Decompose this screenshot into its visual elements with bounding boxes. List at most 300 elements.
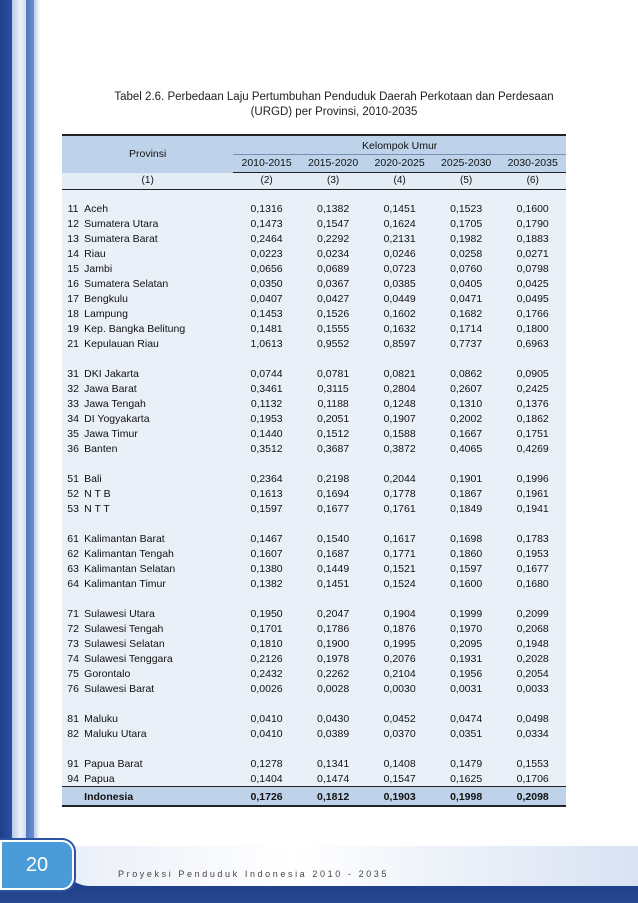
column-number: (2): [233, 173, 300, 190]
urgd-value: 0,0821: [366, 366, 433, 381]
province-name: DI Yogyakarta: [84, 411, 233, 426]
urgd-value: 0,1694: [300, 486, 367, 501]
caption-line-2: (URGD) per Provinsi, 2010-2035: [250, 106, 418, 118]
province-name: Sulawesi Utara: [84, 606, 233, 621]
urgd-value: 0,3115: [300, 381, 367, 396]
total-label: Indonesia: [84, 787, 233, 807]
table-row: [62, 441, 566, 456]
province-name: Kalimantan Barat: [84, 531, 233, 546]
province-name: Jawa Barat: [84, 381, 233, 396]
province-code: 72: [62, 621, 84, 636]
province-name: Sulawesi Barat: [84, 681, 233, 696]
urgd-value: 0,1941: [499, 501, 566, 516]
table-row: [62, 531, 566, 546]
province-name: Jawa Tengah: [84, 396, 233, 411]
table-caption: [70, 90, 598, 120]
province-code: 94: [62, 771, 84, 787]
urgd-value: 0,2095: [433, 636, 500, 651]
table-row: [62, 546, 566, 561]
urgd-value: 0,1404: [233, 771, 300, 787]
urgd-value: 0,1316: [233, 190, 300, 217]
urgd-value: 0,1931: [433, 651, 500, 666]
urgd-value: 0,2364: [233, 471, 300, 486]
table-row: [62, 471, 566, 486]
urgd-value: 0,1900: [300, 636, 367, 651]
province-code: 36: [62, 441, 84, 456]
urgd-value: 0,2464: [233, 231, 300, 246]
urgd-value: 0,1948: [499, 636, 566, 651]
urgd-value: 0,0862: [433, 366, 500, 381]
urgd-value: 0,0223: [233, 246, 300, 261]
period-header: 2015-2020: [300, 155, 367, 173]
urgd-value: 0,1553: [499, 756, 566, 771]
left-band-highlight: [12, 0, 26, 903]
urgd-value: 0,0471: [433, 291, 500, 306]
urgd-value: 0,1453: [233, 306, 300, 321]
province-code: 31: [62, 366, 84, 381]
urgd-value: 0,1682: [433, 306, 500, 321]
urgd-value: 0,0495: [499, 291, 566, 306]
urgd-value: 0,0744: [233, 366, 300, 381]
province-code: 32: [62, 381, 84, 396]
period-header: 2010-2015: [233, 155, 300, 173]
urgd-value: 0,0234: [300, 246, 367, 261]
urgd-value: 0,2425: [499, 381, 566, 396]
table-row: [62, 261, 566, 276]
province-name: Kalimantan Timur: [84, 576, 233, 591]
urgd-value: 0,1473: [233, 216, 300, 231]
total-value: 0,1812: [300, 787, 367, 807]
urgd-value: 0,8597: [366, 336, 433, 351]
province-code: 35: [62, 426, 84, 441]
province-code: 71: [62, 606, 84, 621]
group-spacer: [62, 696, 566, 711]
province-name: Sumatera Utara: [84, 216, 233, 231]
province-name: Bali: [84, 471, 233, 486]
province-code: 76: [62, 681, 84, 696]
province-name: Sulawesi Tenggara: [84, 651, 233, 666]
urgd-value: 0,1862: [499, 411, 566, 426]
urgd-value: 0,1867: [433, 486, 500, 501]
footer-wave: [60, 846, 638, 886]
urgd-value: 0,1380: [233, 561, 300, 576]
urgd-value: 0,1512: [300, 426, 367, 441]
urgd-value: 0,1540: [300, 531, 367, 546]
urgd-value: 0,0033: [499, 681, 566, 696]
province-code: 34: [62, 411, 84, 426]
urgd-value: 0,0351: [433, 726, 500, 741]
urgd-value: 0,0389: [300, 726, 367, 741]
urgd-value: 0,1382: [300, 190, 367, 217]
urgd-value: 0,2262: [300, 666, 367, 681]
table-row: [62, 321, 566, 336]
province-code: 17: [62, 291, 84, 306]
urgd-value: 0,1714: [433, 321, 500, 336]
urgd-value: 0,1761: [366, 501, 433, 516]
urgd-table: [62, 134, 566, 807]
province-name: Maluku: [84, 711, 233, 726]
urgd-value: 0,1766: [499, 306, 566, 321]
urgd-value: 0,2099: [499, 606, 566, 621]
period-header: 2020-2025: [366, 155, 433, 173]
urgd-value: 0,0405: [433, 276, 500, 291]
left-band-edge: [34, 0, 40, 903]
urgd-value: 0,1680: [499, 576, 566, 591]
province-name: Kep. Bangka Belitung: [84, 321, 233, 336]
urgd-value: 0,0498: [499, 711, 566, 726]
urgd-value: 0,1376: [499, 396, 566, 411]
province-code: 13: [62, 231, 84, 246]
urgd-value: 0,9552: [300, 336, 367, 351]
province-name: Sumatera Selatan: [84, 276, 233, 291]
province-name: Kepulauan Riau: [84, 336, 233, 351]
province-name: N T B: [84, 486, 233, 501]
group-spacer: [62, 456, 566, 471]
urgd-value: 0,1786: [300, 621, 367, 636]
table-row: [62, 486, 566, 501]
urgd-value: 0,1449: [300, 561, 367, 576]
urgd-value: 0,1597: [233, 501, 300, 516]
urgd-value: 0,0350: [233, 276, 300, 291]
province-name: Sumatera Barat: [84, 231, 233, 246]
province-name: Jambi: [84, 261, 233, 276]
urgd-value: 0,0410: [233, 726, 300, 741]
urgd-value: 0,0449: [366, 291, 433, 306]
urgd-value: 0,1521: [366, 561, 433, 576]
urgd-value: 0,2131: [366, 231, 433, 246]
urgd-value: 0,0370: [366, 726, 433, 741]
urgd-value: 0,1467: [233, 531, 300, 546]
province-name: Lampung: [84, 306, 233, 321]
urgd-value: 0,1778: [366, 486, 433, 501]
table-row: [62, 411, 566, 426]
province-code: 74: [62, 651, 84, 666]
province-name: Jawa Timur: [84, 426, 233, 441]
urgd-value: 0,1982: [433, 231, 500, 246]
urgd-value: 0,3872: [366, 441, 433, 456]
urgd-value: 0,1547: [300, 216, 367, 231]
table-row: [62, 396, 566, 411]
urgd-value: 0,1876: [366, 621, 433, 636]
urgd-value: 0,1901: [433, 471, 500, 486]
urgd-value: 0,2051: [300, 411, 367, 426]
provinsi-header: Provinsi: [62, 135, 233, 173]
province-name: Maluku Utara: [84, 726, 233, 741]
table-row: [62, 621, 566, 636]
province-code: 19: [62, 321, 84, 336]
urgd-value: 0,2002: [433, 411, 500, 426]
urgd-value: 0,2804: [366, 381, 433, 396]
total-value: 0,1998: [433, 787, 500, 807]
urgd-value: 0,1701: [233, 621, 300, 636]
urgd-value: 0,1310: [433, 396, 500, 411]
urgd-value: 0,1547: [366, 771, 433, 787]
urgd-value: 0,1524: [366, 576, 433, 591]
table-row: [62, 636, 566, 651]
urgd-value: 0,1600: [433, 576, 500, 591]
column-number: (4): [366, 173, 433, 190]
column-number: (5): [433, 173, 500, 190]
page-number: 20: [0, 840, 74, 890]
total-value: 0,2098: [499, 787, 566, 807]
urgd-value: 0,1849: [433, 501, 500, 516]
province-name: DKI Jakarta: [84, 366, 233, 381]
urgd-value: 0,0258: [433, 246, 500, 261]
urgd-value: 0,0452: [366, 711, 433, 726]
province-code: 16: [62, 276, 84, 291]
table-row: [62, 366, 566, 381]
urgd-value: 0,1588: [366, 426, 433, 441]
province-name: Kalimantan Selatan: [84, 561, 233, 576]
urgd-value: 0,1953: [233, 411, 300, 426]
urgd-value: 0,1188: [300, 396, 367, 411]
province-name: Sulawesi Selatan: [84, 636, 233, 651]
urgd-value: 0,0407: [233, 291, 300, 306]
urgd-value: 0,0246: [366, 246, 433, 261]
table-row: [62, 190, 566, 217]
kelompok-umur-header: Kelompok Umur: [233, 135, 566, 155]
province-code: 75: [62, 666, 84, 681]
province-name: Papua Barat: [84, 756, 233, 771]
urgd-value: 0,0030: [366, 681, 433, 696]
province-code: 64: [62, 576, 84, 591]
urgd-value: 0,1440: [233, 426, 300, 441]
urgd-value: 0,1907: [366, 411, 433, 426]
province-code: 18: [62, 306, 84, 321]
urgd-value: 0,0385: [366, 276, 433, 291]
urgd-value: 0,2104: [366, 666, 433, 681]
table-row: [62, 651, 566, 666]
urgd-value: 0,1783: [499, 531, 566, 546]
urgd-value: 0,1800: [499, 321, 566, 336]
urgd-value: 0,0031: [433, 681, 500, 696]
urgd-value: 0,1481: [233, 321, 300, 336]
urgd-value: 0,2054: [499, 666, 566, 681]
urgd-value: 0,1677: [300, 501, 367, 516]
urgd-value: 0,0474: [433, 711, 500, 726]
province-code: 63: [62, 561, 84, 576]
urgd-value: 0,0781: [300, 366, 367, 381]
table-row: [62, 681, 566, 696]
total-value: 0,1903: [366, 787, 433, 807]
urgd-value: 0,1904: [366, 606, 433, 621]
urgd-value: 0,1698: [433, 531, 500, 546]
urgd-value: 0,0028: [300, 681, 367, 696]
urgd-value: 0,0798: [499, 261, 566, 276]
table-row: [62, 291, 566, 306]
province-code: 33: [62, 396, 84, 411]
province-code: 21: [62, 336, 84, 351]
province-code: 61: [62, 531, 84, 546]
urgd-value: 0,1600: [499, 190, 566, 217]
urgd-value: 0,1706: [499, 771, 566, 787]
table-body: [62, 190, 566, 787]
table-row: [62, 576, 566, 591]
province-name: Aceh: [84, 190, 233, 217]
urgd-value: 0,0905: [499, 366, 566, 381]
province-code: 73: [62, 636, 84, 651]
urgd-value: 0,4065: [433, 441, 500, 456]
urgd-value: 0,2044: [366, 471, 433, 486]
urgd-value: 0,0334: [499, 726, 566, 741]
province-name: Papua: [84, 771, 233, 787]
table-row: [62, 306, 566, 321]
urgd-value: 0,0410: [233, 711, 300, 726]
period-header: 2030-2035: [499, 155, 566, 173]
urgd-value: 0,3687: [300, 441, 367, 456]
urgd-value: 0,0427: [300, 291, 367, 306]
province-code: 91: [62, 756, 84, 771]
province-code: 52: [62, 486, 84, 501]
urgd-value: 0,3461: [233, 381, 300, 396]
caption-line-1: Tabel 2.6. Perbedaan Laju Pertumbuhan Penduduk Daerah Perkotaan dan Perdesaan: [114, 91, 554, 103]
urgd-value: 0,1956: [433, 666, 500, 681]
urgd-value: 0,1382: [233, 576, 300, 591]
urgd-value: 0,1597: [433, 561, 500, 576]
urgd-value: 0,1632: [366, 321, 433, 336]
table-row: [62, 771, 566, 787]
urgd-value: 0,2076: [366, 651, 433, 666]
urgd-value: 0,1970: [433, 621, 500, 636]
column-number: (6): [499, 173, 566, 190]
running-title: Proyeksi Penduduk Indonesia 2010 - 2035: [118, 869, 390, 879]
province-name: Bengkulu: [84, 291, 233, 306]
table-row: [62, 336, 566, 351]
table-row: [62, 276, 566, 291]
table-row: [62, 501, 566, 516]
urgd-value: 0,1999: [433, 606, 500, 621]
urgd-value: 0,1602: [366, 306, 433, 321]
table-row: [62, 426, 566, 441]
table-row: [62, 216, 566, 231]
total-value: 0,1726: [233, 787, 300, 807]
table-row: [62, 711, 566, 726]
province-code: 12: [62, 216, 84, 231]
urgd-value: 0,1950: [233, 606, 300, 621]
urgd-value: 0,7737: [433, 336, 500, 351]
group-spacer: [62, 351, 566, 366]
province-code: 14: [62, 246, 84, 261]
urgd-value: 0,1961: [499, 486, 566, 501]
urgd-value: 0,1523: [433, 190, 500, 217]
urgd-value: 0,0367: [300, 276, 367, 291]
urgd-value: 0,2028: [499, 651, 566, 666]
table-row: [62, 756, 566, 771]
urgd-value: 0,2126: [233, 651, 300, 666]
urgd-value: 0,1810: [233, 636, 300, 651]
urgd-value: 0,1132: [233, 396, 300, 411]
province-code: 11: [62, 190, 84, 217]
province-name: Riau: [84, 246, 233, 261]
urgd-value: 0,1751: [499, 426, 566, 441]
urgd-value: 0,1451: [366, 190, 433, 217]
urgd-value: 1,0613: [233, 336, 300, 351]
urgd-value: 0,1474: [300, 771, 367, 787]
urgd-value: 0,0723: [366, 261, 433, 276]
urgd-value: 0,1607: [233, 546, 300, 561]
total-row: [62, 787, 566, 807]
province-code: 51: [62, 471, 84, 486]
urgd-value: 0,1978: [300, 651, 367, 666]
urgd-value: 0,2047: [300, 606, 367, 621]
urgd-value: 0,0271: [499, 246, 566, 261]
urgd-value: 0,0430: [300, 711, 367, 726]
urgd-value: 0,0689: [300, 261, 367, 276]
table-row: [62, 246, 566, 261]
urgd-value: 0,1526: [300, 306, 367, 321]
urgd-value: 0,1860: [433, 546, 500, 561]
province-name: Kalimantan Tengah: [84, 546, 233, 561]
urgd-value: 0,1705: [433, 216, 500, 231]
urgd-value: 0,1677: [499, 561, 566, 576]
urgd-value: 0,1451: [300, 576, 367, 591]
urgd-value: 0,1883: [499, 231, 566, 246]
urgd-value: 0,1771: [366, 546, 433, 561]
table-row: [62, 726, 566, 741]
urgd-value: 0,1248: [366, 396, 433, 411]
urgd-value: 0,1953: [499, 546, 566, 561]
urgd-value: 0,1613: [233, 486, 300, 501]
urgd-value: 0,1341: [300, 756, 367, 771]
urgd-value: 0,1625: [433, 771, 500, 787]
urgd-value: 0,1996: [499, 471, 566, 486]
province-name: N T T: [84, 501, 233, 516]
period-header: 2025-2030: [433, 155, 500, 173]
urgd-value: 0,2292: [300, 231, 367, 246]
urgd-value: 0,1617: [366, 531, 433, 546]
province-name: Banten: [84, 441, 233, 456]
urgd-value: 0,1624: [366, 216, 433, 231]
table-row: [62, 606, 566, 621]
province-code: 81: [62, 711, 84, 726]
urgd-value: 0,0425: [499, 276, 566, 291]
urgd-value: 0,0656: [233, 261, 300, 276]
table-row: [62, 561, 566, 576]
column-number: (3): [300, 173, 367, 190]
province-code: 62: [62, 546, 84, 561]
urgd-value: 0,2607: [433, 381, 500, 396]
urgd-value: 0,2068: [499, 621, 566, 636]
urgd-value: 0,1408: [366, 756, 433, 771]
urgd-value: 0,1278: [233, 756, 300, 771]
urgd-value: 0,4269: [499, 441, 566, 456]
province-name: Gorontalo: [84, 666, 233, 681]
urgd-value: 0,1687: [300, 546, 367, 561]
table-row: [62, 231, 566, 246]
urgd-value: 0,1790: [499, 216, 566, 231]
urgd-value: 0,0026: [233, 681, 300, 696]
urgd-value: 0,0760: [433, 261, 500, 276]
urgd-value: 0,6963: [499, 336, 566, 351]
column-number: (1): [62, 173, 233, 190]
group-spacer: [62, 516, 566, 531]
group-spacer: [62, 591, 566, 606]
province-name: Sulawesi Tengah: [84, 621, 233, 636]
table-row: [62, 666, 566, 681]
urgd-value: 0,1479: [433, 756, 500, 771]
group-spacer: [62, 741, 566, 756]
urgd-value: 0,2198: [300, 471, 367, 486]
province-code: 82: [62, 726, 84, 741]
urgd-value: 0,2432: [233, 666, 300, 681]
urgd-value: 0,1555: [300, 321, 367, 336]
urgd-value: 0,1995: [366, 636, 433, 651]
urgd-value: 0,1667: [433, 426, 500, 441]
province-code: 53: [62, 501, 84, 516]
urgd-value: 0,3512: [233, 441, 300, 456]
province-code: 15: [62, 261, 84, 276]
table-row: [62, 381, 566, 396]
